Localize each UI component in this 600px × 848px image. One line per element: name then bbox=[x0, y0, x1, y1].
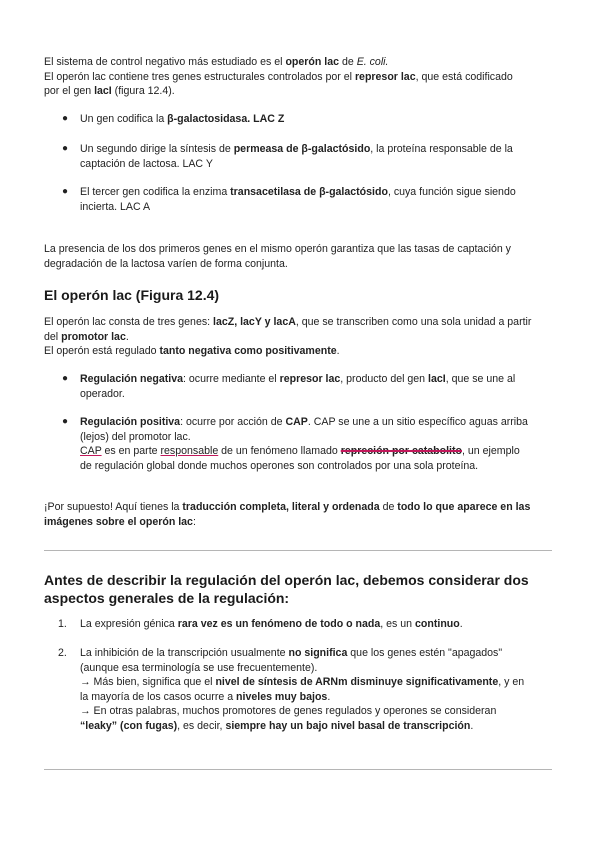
regulation-negative: Regulación negativa: ocurre mediante el represor lac, producto del gen lacI, que se une al operador. bbox=[80, 373, 516, 400]
list-number: 2. bbox=[58, 647, 67, 659]
underlined-responsable: responsable bbox=[160, 445, 219, 457]
bullet-marker: ● bbox=[62, 416, 69, 427]
translation-note: ¡Por supuesto! Aquí tienes la traducción completa, literal y ordenada de todo lo que aparece en las imágenes sobre el operón lac: bbox=[44, 501, 531, 528]
section-heading-aspects: Antes de describir la regulación del operón lac, debemos considerar dos aspectos generales de la regulación: bbox=[44, 572, 529, 606]
bullet-marker: ● bbox=[62, 113, 69, 124]
regulation-positive: Regulación positiva: ocurre por acción de CAP. CAP se une a un sitio específico aguas arriba (lejos) del promotor lac. CAP es en parte responsable de un fenómeno llamado repreción por catabolito, un ejemplo de regulación global donde muchos operones son controlados por una sola proteína. bbox=[80, 416, 528, 472]
gene-item-3: El tercer gen codifica la enzima transacetilasa de β-galactósido, cuya función sigue siendo incierta. LAC A bbox=[80, 186, 516, 213]
presence-paragraph: La presencia de los dos primeros genes en el mismo operón garantiza que las tasas de captación y degradación de la lactosa varíen de forma conjunta. bbox=[44, 243, 511, 270]
strikethrough-term: repreción por catabolito bbox=[340, 445, 462, 457]
divider bbox=[44, 769, 552, 770]
divider bbox=[44, 550, 552, 551]
underlined-cap: CAP bbox=[80, 445, 102, 457]
intro-paragraph: El sistema de control negativo más estudiado es el operón lac de E. coli. El operón lac contiene tres genes estructurales controlados por el represor lac, que está codificado por el gen lacI (figura 12.4). bbox=[44, 56, 513, 97]
operon-description: El operón lac consta de tres genes: lacZ, lacY y lacA, que se transcriben como una sola unidad a partir del promotor lac. El operón está regulado tanto negativa como positivamente. bbox=[44, 316, 532, 357]
section-heading-operon-lac: El operón lac (Figura 12.4) bbox=[44, 287, 220, 303]
gene-item-2: Un segundo dirige la síntesis de permeasa de β-galactósido, la proteína responsable de la captación de lactosa. LAC Y bbox=[80, 143, 513, 170]
aspect-item-1: La expresión génica rara vez es un fenómeno de todo o nada, es un continuo. bbox=[80, 618, 463, 630]
gene-item-1: Un gen codifica la β-galactosidasa. LAC Z bbox=[80, 113, 285, 125]
bullet-marker: ● bbox=[62, 186, 69, 197]
bullet-marker: ● bbox=[62, 143, 69, 154]
aspect-item-2: La inhibición de la transcripción usualmente no significa que los genes estén "apagados" (aunque esa terminología se use frecuentemente). → Más bien, significa que el nivel de síntesis de ARNm disminuye significativamente, y en la mayoría de los casos ocurre a niveles muy bajos. → En otras palabras, muchos promotores de genes regulados y operones se consideran “leaky” (con fugas), es decir, siempre hay un bajo nivel basal de transcripción. bbox=[80, 647, 525, 732]
list-number: 1. bbox=[58, 618, 67, 630]
bullet-marker: ● bbox=[62, 373, 69, 384]
